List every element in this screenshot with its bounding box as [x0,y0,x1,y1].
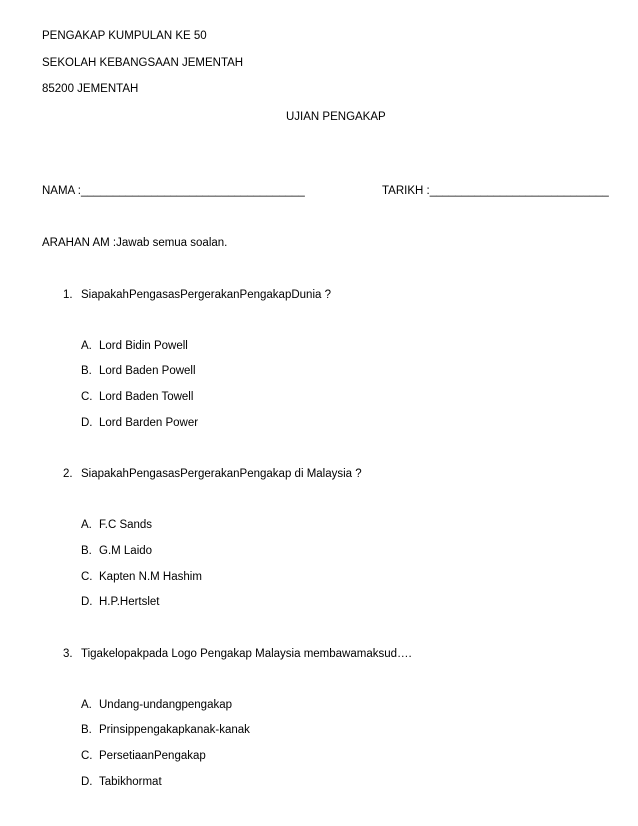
option-letter: D. [81,417,93,429]
option-letter: B. [81,365,92,377]
option-text: Lord Barden Power [99,417,199,429]
option-letter: C. [81,571,93,583]
option-text: F.C Sands [99,519,153,531]
option-text: Kapten N.M Hashim [99,571,202,583]
option-letter: A. [81,699,92,711]
question-number: 3. [63,648,73,660]
option-letter: C. [81,750,93,762]
option-letter: A. [81,340,92,352]
question-text: SiapakahPengasasPergerakanPengakapDunia ? [81,289,331,301]
general-instruction: ARAHAN AM :Jawab semua soalan. [42,237,228,249]
option-letter: A. [81,519,92,531]
school-name: SEKOLAH KEBANGSAAN JEMENTAH [42,57,244,69]
option-text: Lord Baden Powell [99,365,196,377]
option-text: G.M Laido [99,545,153,557]
option-letter: B. [81,724,92,736]
option-text: Lord Baden Towell [99,391,194,403]
option-text: PersetiaanPengakap [99,750,206,762]
page-title: UJIAN PENGAKAP [286,111,386,123]
question-number: 2. [63,468,73,480]
name-field: NAMA :___________________________________ [42,185,305,197]
troop-name: PENGAKAP KUMPULAN KE 50 [42,30,207,42]
option-letter: D. [81,596,93,608]
option-text: Prinsippengakapkanak-kanak [99,724,250,736]
date-field: TARIKH :____________________________ [382,185,609,197]
question-text: Tigakelopakpada Logo Pengakap Malaysia membawamaksud…. [81,648,412,660]
question-text: SiapakahPengasasPergerakanPengakap di Malaysia ? [81,468,362,480]
option-letter: C. [81,391,93,403]
option-text: H.P.Hertslet [99,596,160,608]
option-text: Lord Bidin Powell [99,340,188,352]
option-text: Tabikhormat [99,776,162,788]
school-address: 85200 JEMENTAH [42,83,139,95]
option-letter: D. [81,776,93,788]
option-letter: B. [81,545,92,557]
question-number: 1. [63,289,73,301]
option-text: Undang-undangpengakap [99,699,233,711]
